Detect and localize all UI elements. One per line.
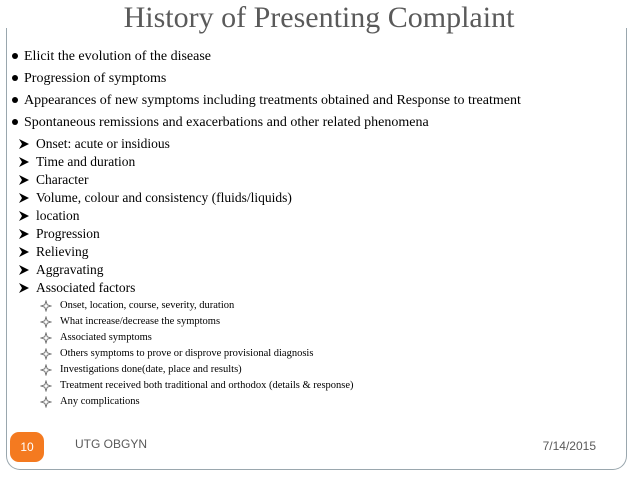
diamond-bullet-icon: [40, 348, 52, 360]
sub-list-item-text: Relieving: [36, 244, 89, 259]
list-item-text: Spontaneous remissions and exacerbations and other related phenomena: [24, 115, 429, 130]
bullet-dot-icon: [12, 75, 18, 81]
sub-list-item: [18, 279, 623, 297]
sub-list-item: [18, 189, 623, 207]
sub-sub-list-item-text: What increase/decrease the symptoms: [60, 316, 221, 327]
list-item: [8, 68, 623, 90]
sub-list-item: [18, 171, 623, 189]
bullet-dot-icon: [12, 53, 18, 59]
arrow-bullet-icon: [18, 210, 30, 222]
arrow-bullet-icon: [18, 138, 30, 150]
sub-list-item: [18, 225, 623, 243]
diamond-bullet-icon: [40, 364, 52, 376]
sub-list-item-text: Character: [36, 172, 89, 187]
sub-list-item: [18, 243, 623, 261]
diamond-bullet-icon: [40, 380, 52, 392]
sub-list-item-text: Onset: acute or insidious: [36, 136, 170, 151]
arrow-bullet-icon: [18, 246, 30, 258]
sub-sub-list-item: [40, 298, 623, 314]
sub-sub-list-item-text: Others symptoms to prove or disprove provisional diagnosis: [60, 348, 314, 359]
diamond-bullet-icon: [40, 300, 52, 312]
sub-sub-list-item-text: Treatment received both traditional and orthodox (details & response): [60, 380, 354, 391]
list-item: [8, 112, 623, 134]
sub-sub-list-item: [40, 314, 623, 330]
bullet-list: [8, 46, 623, 410]
footer-date: 7/14/2015: [542, 439, 596, 453]
sub-list-item: [18, 261, 623, 279]
sub-sub-list-item: [40, 346, 623, 362]
arrow-bullet-icon: [18, 228, 30, 240]
sub-sub-list-item-text: Any complications: [60, 396, 140, 407]
sub-sub-list-item-text: Investigations done(date, place and results): [60, 364, 242, 375]
slide-number-badge: 10: [10, 432, 44, 462]
list-item: [8, 90, 623, 112]
sub-list-item-text: Time and duration: [36, 154, 136, 169]
sub-sub-list: [8, 298, 623, 410]
sub-list-item: [18, 135, 623, 153]
arrow-bullet-icon: [18, 156, 30, 168]
footer-text: UTG OBGYN: [75, 437, 148, 451]
sub-sub-list-item-text: Onset, location, course, severity, duration: [60, 300, 235, 311]
sub-sub-list-item: [40, 362, 623, 378]
sub-list-item-text: Progression: [36, 226, 100, 241]
sub-list-item: [18, 207, 623, 225]
sub-sub-list-item-text: Associated symptoms: [60, 332, 152, 343]
sub-list-item-text: Associated factors: [36, 280, 136, 295]
slide-title: History of Presenting Complaint: [123, 1, 515, 34]
sub-list: [8, 135, 623, 297]
arrow-bullet-icon: [18, 264, 30, 276]
list-item-text: Appearances of new symptoms including treatments obtained and Response to treatment: [24, 93, 521, 108]
sub-list-item-text: location: [36, 208, 80, 223]
arrow-bullet-icon: [18, 192, 30, 204]
list-item: [8, 46, 623, 68]
diamond-bullet-icon: [40, 332, 52, 344]
arrow-bullet-icon: [18, 174, 30, 186]
sub-sub-list-item: [40, 378, 623, 394]
diamond-bullet-icon: [40, 316, 52, 328]
list-item-text: Progression of symptoms: [24, 71, 167, 86]
sub-sub-list-item: [40, 330, 623, 346]
sub-list-item: [18, 153, 623, 171]
arrow-bullet-icon: [18, 282, 30, 294]
bullet-dot-icon: [12, 119, 18, 125]
list-item-text: Elicit the evolution of the disease: [24, 49, 212, 64]
diamond-bullet-icon: [40, 396, 52, 408]
sub-list-item-text: Aggravating: [36, 262, 104, 277]
bullet-dot-icon: [12, 97, 18, 103]
sub-list-item-text: Volume, colour and consistency (fluids/liquids): [36, 190, 292, 205]
sub-sub-list-item: [40, 394, 623, 410]
